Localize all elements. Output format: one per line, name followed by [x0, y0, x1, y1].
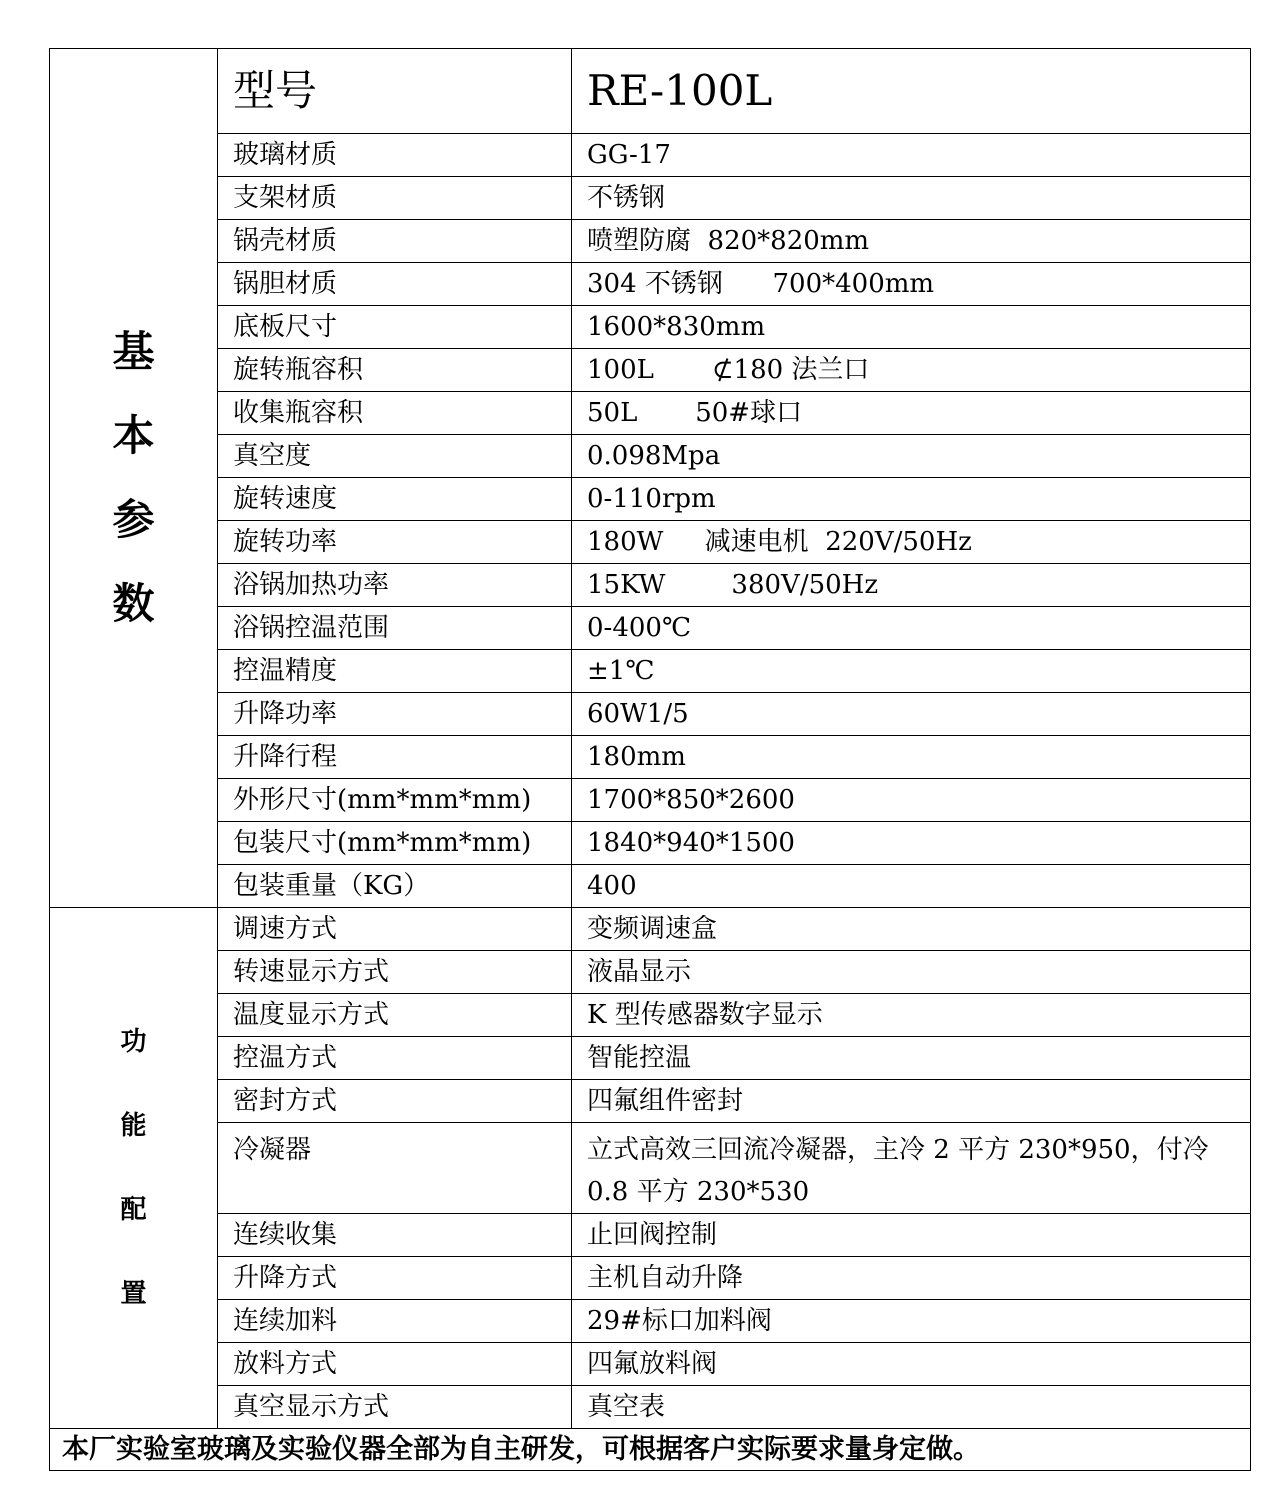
table-row — [50, 908, 1251, 951]
section-char: 功 — [120, 1027, 147, 1057]
section-char: 基 — [112, 327, 155, 376]
table-row — [50, 263, 1251, 306]
row-value: 0.098Mpa — [572, 435, 1251, 478]
row-value: K 型传感器数字显示 — [572, 994, 1251, 1037]
table-row — [50, 478, 1251, 521]
row-label: 冷凝器 — [218, 1123, 572, 1214]
table-row — [50, 1343, 1251, 1386]
table-row — [50, 650, 1251, 693]
row-value: 液晶显示 — [572, 951, 1251, 994]
row-value: 0-110rpm — [572, 478, 1251, 521]
table-row — [50, 779, 1251, 822]
row-label: 浴锅加热功率 — [218, 564, 572, 607]
row-label: 包装尺寸(mm*mm*mm) — [218, 822, 572, 865]
row-value: 变频调速盒 — [572, 908, 1251, 951]
row-value: 180W 减速电机 220V/50Hz — [572, 521, 1251, 564]
table-row — [50, 1300, 1251, 1343]
section-char: 能 — [120, 1111, 147, 1141]
row-label: 锅壳材质 — [218, 220, 572, 263]
row-label: 升降方式 — [218, 1257, 572, 1300]
row-label: 放料方式 — [218, 1343, 572, 1386]
row-value: 0-400℃ — [572, 607, 1251, 650]
table-row — [50, 349, 1251, 392]
row-value: 50L 50#球口 — [572, 392, 1251, 435]
row-value: 真空表 — [572, 1386, 1251, 1429]
row-label: 旋转速度 — [218, 478, 572, 521]
row-label: 包装重量（KG） — [218, 865, 572, 908]
row-label: 旋转功率 — [218, 521, 572, 564]
row-value: 304 不锈钢 700*400mm — [572, 263, 1251, 306]
row-value: 60W1/5 — [572, 693, 1251, 736]
section-char: 配 — [120, 1195, 147, 1225]
row-value: 四氟组件密封 — [572, 1080, 1251, 1123]
table-row — [50, 1257, 1251, 1300]
table-row — [50, 564, 1251, 607]
footer-row — [50, 1429, 1251, 1471]
row-value: 立式高效三回流冷凝器，主冷 2 平方 230*950，付冷 0.8 平方 230*530 — [572, 1123, 1251, 1214]
section-char: 数 — [112, 579, 155, 628]
table-row — [50, 392, 1251, 435]
section-char: 本 — [112, 411, 155, 460]
row-label: 浴锅控温范围 — [218, 607, 572, 650]
row-value: GG-17 — [572, 134, 1251, 177]
row-label: 控温方式 — [218, 1037, 572, 1080]
row-label: 旋转瓶容积 — [218, 349, 572, 392]
row-value: 四氟放料阀 — [572, 1343, 1251, 1386]
row-value: 29#标口加料阀 — [572, 1300, 1251, 1343]
row-value: 1840*940*1500 — [572, 822, 1251, 865]
row-label: 升降行程 — [218, 736, 572, 779]
row-value: 100L ⊄180 法兰口 — [572, 349, 1251, 392]
row-label: 锅胆材质 — [218, 263, 572, 306]
table-row — [50, 134, 1251, 177]
row-value: 不锈钢 — [572, 177, 1251, 220]
row-label: 底板尺寸 — [218, 306, 572, 349]
section-basic-params — [50, 49, 218, 908]
row-label: 支架材质 — [218, 177, 572, 220]
footer-note: 本厂实验室玻璃及实验仪器全部为自主研发，可根据客户实际要求量身定做。 — [50, 1429, 1251, 1471]
row-label: 连续收集 — [218, 1214, 572, 1257]
table-row — [50, 177, 1251, 220]
table-row — [50, 1080, 1251, 1123]
section-function-config — [50, 908, 218, 1429]
table-row — [50, 736, 1251, 779]
table-row — [50, 1214, 1251, 1257]
row-label: 真空显示方式 — [218, 1386, 572, 1429]
table-row — [50, 220, 1251, 263]
row-value: 1600*830mm — [572, 306, 1251, 349]
row-value: ±1℃ — [572, 650, 1251, 693]
model-row — [50, 49, 1251, 134]
row-value: 400 — [572, 865, 1251, 908]
model-label: 型号 — [218, 49, 572, 134]
table-row — [50, 607, 1251, 650]
table-row — [50, 822, 1251, 865]
table-row — [50, 435, 1251, 478]
section-char: 参 — [112, 495, 155, 544]
table-row — [50, 994, 1251, 1037]
row-label: 密封方式 — [218, 1080, 572, 1123]
row-label: 玻璃材质 — [218, 134, 572, 177]
section-char: 置 — [120, 1279, 147, 1309]
row-value: 止回阀控制 — [572, 1214, 1251, 1257]
table-row — [50, 1386, 1251, 1429]
row-value: 1700*850*2600 — [572, 779, 1251, 822]
row-value: 15KW 380V/50Hz — [572, 564, 1251, 607]
table-row — [50, 1037, 1251, 1080]
table-row — [50, 521, 1251, 564]
table-row — [50, 693, 1251, 736]
table-row — [50, 1123, 1251, 1214]
row-label: 转速显示方式 — [218, 951, 572, 994]
table-row — [50, 951, 1251, 994]
row-label: 温度显示方式 — [218, 994, 572, 1037]
table-row — [50, 865, 1251, 908]
row-value: 智能控温 — [572, 1037, 1251, 1080]
row-label: 真空度 — [218, 435, 572, 478]
row-label: 调速方式 — [218, 908, 572, 951]
row-value: 喷塑防腐 820*820mm — [572, 220, 1251, 263]
row-value: 主机自动升降 — [572, 1257, 1251, 1300]
row-label: 控温精度 — [218, 650, 572, 693]
row-label: 连续加料 — [218, 1300, 572, 1343]
row-label: 外形尺寸(mm*mm*mm) — [218, 779, 572, 822]
row-label: 升降功率 — [218, 693, 572, 736]
table-row — [50, 306, 1251, 349]
spec-table — [49, 48, 1251, 1471]
row-label: 收集瓶容积 — [218, 392, 572, 435]
row-value: 180mm — [572, 736, 1251, 779]
model-value: RE-100L — [572, 49, 1251, 134]
